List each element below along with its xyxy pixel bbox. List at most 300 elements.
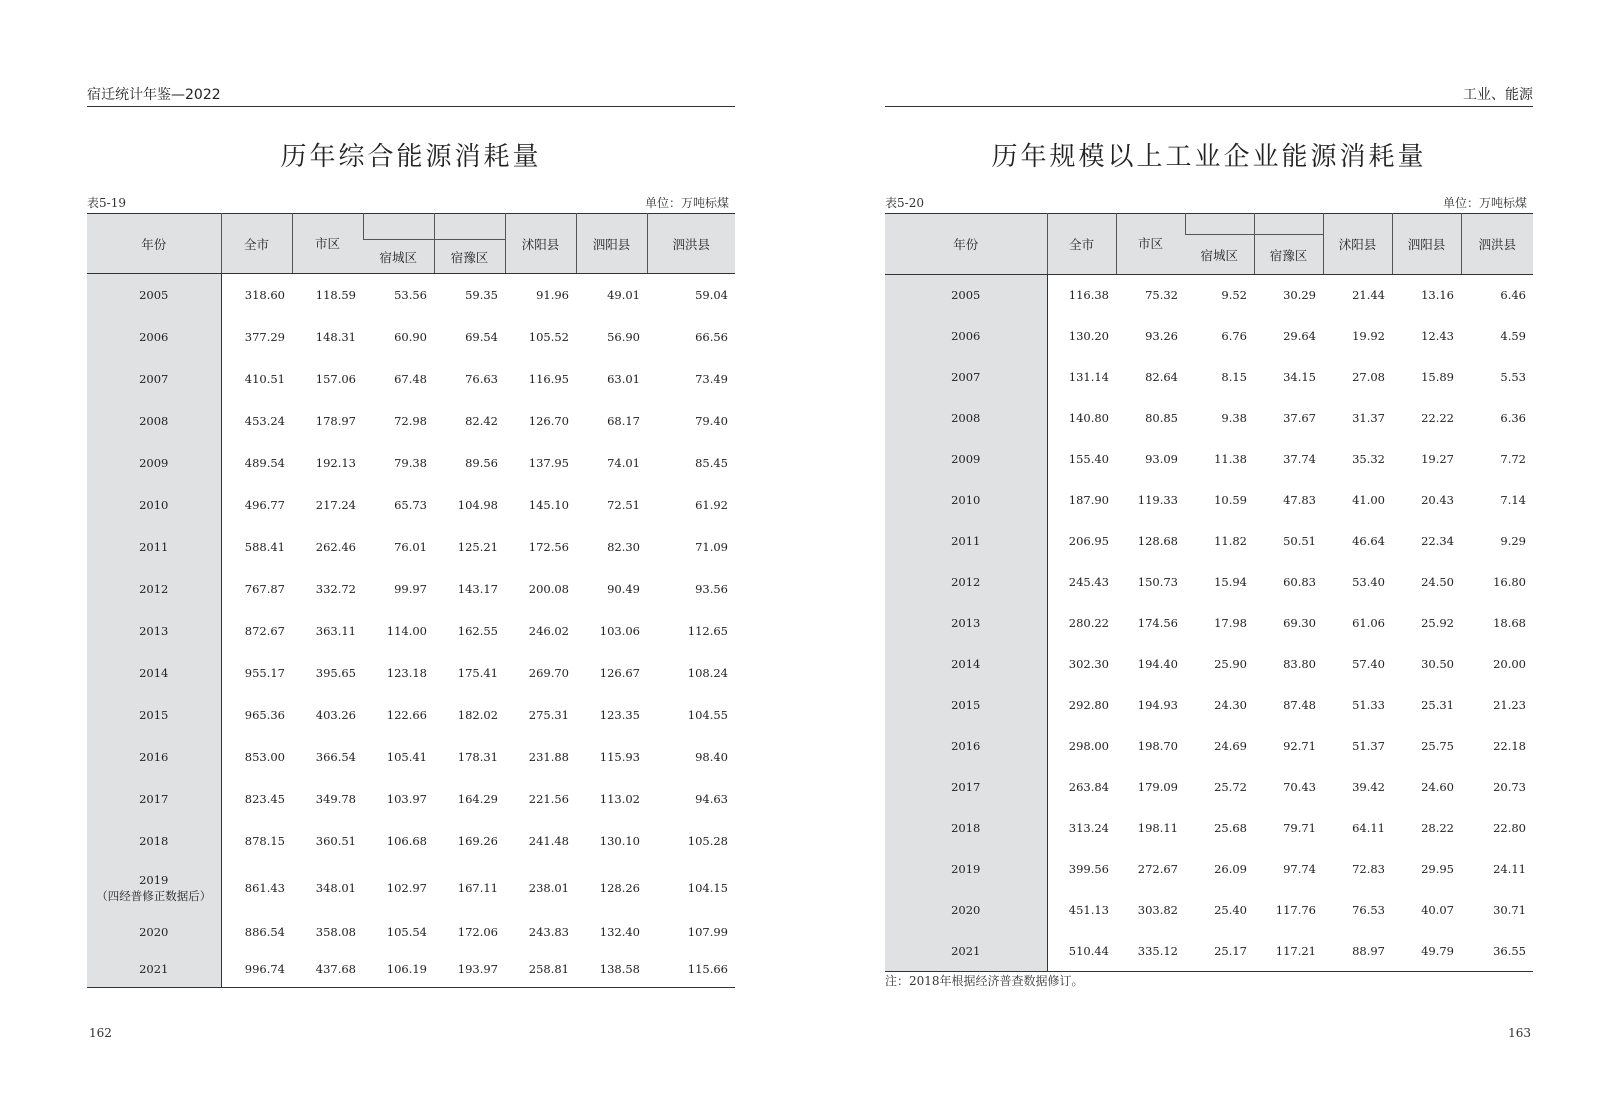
table-row (87, 442, 735, 484)
row-year (87, 694, 221, 736)
page-number-left: 162 (89, 1026, 112, 1040)
table-cell: 112.65 (687, 623, 728, 638)
row-year-label: 2013 (951, 616, 981, 630)
table-cell: 47.83 (1283, 493, 1316, 507)
table-cell: 437.68 (315, 961, 356, 976)
table-cell: 318.60 (244, 287, 285, 302)
table-cell: 496.77 (244, 497, 285, 512)
row-year-label: 2015 (139, 707, 169, 722)
table-cell: 106.68 (386, 833, 427, 848)
header-suyu: 宿豫区 (1254, 235, 1323, 275)
table-cell: 25.72 (1214, 780, 1247, 794)
table-cell: 30.71 (1493, 903, 1526, 917)
table-cell: 59.04 (695, 287, 728, 302)
table-row (87, 914, 735, 951)
table-cell: 6.76 (1221, 329, 1247, 343)
table-cell: 24.60 (1421, 780, 1454, 794)
row-year (87, 736, 221, 778)
table-cell: 37.67 (1283, 411, 1316, 425)
table-cell: 6.46 (1500, 288, 1526, 303)
table-cell: 178.31 (457, 749, 498, 764)
table-cell: 5.53 (1500, 370, 1526, 384)
table-cell: 90.49 (607, 581, 640, 596)
table-cell: 157.06 (315, 371, 356, 386)
table-cell: 36.55 (1493, 943, 1526, 958)
table-cell: 767.87 (244, 581, 285, 596)
table-row (87, 358, 735, 400)
row-year-label: 2007 (951, 370, 981, 384)
table-cell: 30.29 (1283, 288, 1316, 303)
table-row (885, 726, 1533, 767)
table-cell: 51.37 (1352, 739, 1385, 753)
table-cell: 335.12 (1137, 943, 1178, 958)
table-cell: 92.71 (1283, 739, 1316, 753)
table-cell: 132.40 (599, 925, 640, 939)
table-cell: 174.56 (1137, 616, 1178, 630)
table-cell: 861.43 (244, 880, 285, 895)
row-year-label: 2016 (139, 749, 169, 764)
table-cell: 83.80 (1283, 657, 1316, 671)
table-cell: 138.58 (599, 961, 640, 976)
table-cell: 20.73 (1493, 780, 1526, 794)
table-cell: 8.15 (1221, 370, 1247, 384)
table-cell: 16.80 (1493, 575, 1526, 589)
table-cell: 75.32 (1145, 288, 1178, 303)
row-year (87, 358, 221, 400)
table-cell: 126.70 (528, 413, 569, 428)
table-cell: 61.92 (695, 497, 728, 512)
table-cell: 105.41 (386, 749, 427, 764)
left-page (87, 0, 735, 1099)
right-page (885, 0, 1533, 1099)
table-cell: 108.24 (687, 665, 728, 680)
table-cell: 25.75 (1421, 739, 1454, 753)
header-blank (1254, 214, 1323, 235)
table-row (87, 316, 735, 358)
table-cell: 262.46 (315, 539, 356, 554)
table-cell: 39.42 (1352, 780, 1385, 794)
table-cell: 9.29 (1500, 534, 1526, 548)
table-cell: 7.72 (1500, 452, 1526, 466)
row-year-label: 2005 (139, 287, 169, 302)
table-cell: 79.38 (394, 455, 427, 470)
table-cell: 104.55 (687, 707, 728, 722)
table-cell: 22.34 (1421, 534, 1454, 548)
table-row (885, 480, 1533, 521)
table-cell: 10.59 (1214, 493, 1247, 507)
table-cell: 179.09 (1137, 780, 1178, 794)
table-cell: 26.09 (1214, 862, 1247, 876)
table-meta-right (885, 196, 1533, 212)
table-row (87, 694, 735, 736)
table-cell: 269.70 (528, 665, 569, 680)
table-cell: 24.69 (1214, 739, 1247, 753)
table-cell: 12.43 (1421, 329, 1454, 343)
table-cell: 29.95 (1421, 862, 1454, 876)
row-year (87, 484, 221, 526)
page-number-right: 163 (1508, 1026, 1531, 1040)
table-row (87, 820, 735, 862)
table-cell: 192.13 (315, 455, 356, 470)
table-cell: 11.38 (1214, 452, 1247, 466)
table-cell: 878.15 (244, 833, 285, 848)
table-cell: 403.26 (315, 707, 356, 722)
table-cell: 510.44 (1068, 943, 1109, 958)
row-year-label: 2012 (139, 581, 169, 596)
table-cell: 348.01 (315, 880, 356, 895)
table-cell: 22.22 (1421, 411, 1454, 425)
table-row (87, 274, 735, 316)
table-row (885, 439, 1533, 480)
table-cell: 303.82 (1137, 903, 1178, 917)
row-year-label: 2017 (951, 780, 981, 794)
table-cell: 49.01 (607, 287, 640, 302)
table-cell: 27.08 (1352, 370, 1385, 384)
table-cell: 7.14 (1500, 493, 1526, 507)
row-year-label: 2007 (139, 371, 169, 386)
table-cell: 25.40 (1214, 903, 1247, 917)
header-blank (363, 214, 434, 240)
table-cell: 140.80 (1068, 411, 1109, 425)
row-year-label: 2006 (139, 329, 169, 344)
row-year-note: （四经普修正数据后） (96, 888, 212, 903)
row-year-label: 2011 (951, 534, 981, 548)
table-cell: 35.32 (1352, 452, 1385, 466)
table-cell: 22.80 (1493, 821, 1526, 835)
table-cell: 162.55 (457, 623, 498, 638)
row-year-label: 2005 (951, 288, 981, 303)
table-cell: 167.11 (457, 880, 498, 895)
header-sucheng: 宿城区 (1185, 235, 1254, 275)
table-title-right: 历年规模以上工业企业能源消耗量 (991, 142, 1427, 172)
table-cell: 116.95 (528, 371, 569, 386)
table-row (885, 931, 1533, 972)
table-cell: 122.66 (386, 707, 427, 722)
running-head-right: 工业、能源 (885, 86, 1533, 107)
table-cell: 231.88 (528, 749, 569, 764)
table-row (885, 890, 1533, 931)
table-row (885, 767, 1533, 808)
table-cell: 131.14 (1068, 370, 1109, 384)
table-cell: 886.54 (244, 925, 285, 939)
row-year-label: 2014 (951, 657, 981, 671)
table-cell: 489.54 (244, 455, 285, 470)
table-cell: 70.43 (1283, 780, 1316, 794)
table-cell: 451.13 (1068, 903, 1109, 917)
energy-consumption-table (87, 213, 735, 988)
table-cell: 955.17 (244, 665, 285, 680)
table-cell: 123.18 (386, 665, 427, 680)
table-cell: 104.15 (687, 880, 728, 895)
row-year-label: 2019 (139, 872, 169, 887)
table-cell: 40.07 (1421, 903, 1454, 917)
table-cell: 221.56 (528, 791, 569, 806)
table-cell: 97.74 (1283, 862, 1316, 876)
table-cell: 193.97 (457, 961, 498, 976)
table-row (885, 685, 1533, 726)
table-row (87, 400, 735, 442)
table-cell: 182.02 (457, 707, 498, 722)
row-year-label: 2009 (139, 455, 169, 470)
table-cell: 68.17 (607, 413, 640, 428)
row-year (885, 808, 1047, 849)
table-cell: 93.56 (695, 581, 728, 596)
header-shuyang: 沭阳县 (1323, 214, 1392, 275)
table-cell: 6.36 (1500, 411, 1526, 425)
table-cell: 25.90 (1214, 657, 1247, 671)
table-cell: 76.63 (465, 371, 498, 386)
row-year-label: 2021 (951, 943, 981, 958)
table-cell: 150.73 (1137, 575, 1178, 589)
table-cell: 72.98 (394, 413, 427, 428)
table-cell: 358.08 (315, 925, 356, 939)
header-siyang: 泗阳县 (576, 214, 647, 274)
table-cell: 72.83 (1352, 862, 1385, 876)
table-row (87, 526, 735, 568)
table-cell: 46.64 (1352, 534, 1385, 548)
table-cell: 25.17 (1214, 943, 1247, 958)
header-city-total: 全市 (221, 214, 292, 274)
row-year (87, 778, 221, 820)
table-cell: 117.21 (1275, 943, 1316, 958)
row-year (885, 357, 1047, 398)
row-year (87, 400, 221, 442)
table-cell: 588.41 (244, 539, 285, 554)
table-cell: 115.66 (687, 961, 728, 976)
row-year (885, 931, 1047, 972)
table-cell: 148.31 (315, 329, 356, 344)
row-year (885, 316, 1047, 357)
table-cell: 263.84 (1068, 780, 1109, 794)
table-unit: 单位：万吨标煤 (644, 196, 729, 210)
table-cell: 395.65 (315, 665, 356, 680)
header-city-total: 全市 (1047, 214, 1116, 275)
table-cell: 115.93 (599, 749, 640, 764)
table-cell: 206.95 (1068, 534, 1109, 548)
table-unit: 单位：万吨标煤 (1442, 196, 1527, 210)
row-year (885, 562, 1047, 603)
table-cell: 66.56 (695, 329, 728, 344)
table-cell: 246.02 (528, 623, 569, 638)
table-row (87, 778, 735, 820)
table-cell: 56.90 (607, 329, 640, 344)
row-year-label: 2006 (951, 329, 981, 343)
row-year (87, 914, 221, 951)
row-year-label: 2013 (139, 623, 169, 638)
table-cell: 155.40 (1068, 452, 1109, 466)
table-cell: 275.31 (528, 707, 569, 722)
table-cell: 104.98 (457, 497, 498, 512)
table-cell: 89.56 (465, 455, 498, 470)
table-cell: 130.10 (599, 833, 640, 848)
table-cell: 105.54 (386, 925, 427, 939)
table-cell: 93.09 (1145, 452, 1178, 466)
table-cell: 116.38 (1068, 288, 1109, 303)
table-cell: 82.42 (465, 413, 498, 428)
header-year: 年份 (87, 214, 221, 274)
table-cell: 113.02 (599, 791, 640, 806)
table-cell: 145.10 (528, 497, 569, 512)
row-year-label: 2008 (951, 411, 981, 425)
header-sihong: 泗洪县 (647, 214, 735, 274)
table-meta-left (87, 196, 735, 212)
table-cell: 91.96 (536, 287, 569, 302)
row-year-label: 2020 (951, 903, 981, 917)
table-cell: 187.90 (1068, 493, 1109, 507)
header-urban: 市区 (1116, 214, 1185, 275)
table-cell: 332.72 (315, 581, 356, 596)
table-cell: 93.26 (1145, 329, 1178, 343)
table-cell: 80.85 (1145, 411, 1178, 425)
table-cell: 28.22 (1421, 821, 1454, 835)
table-cell: 243.83 (528, 925, 569, 939)
table-cell: 4.59 (1500, 329, 1526, 343)
table-cell: 88.97 (1352, 943, 1385, 958)
header-sucheng: 宿城区 (363, 240, 434, 274)
table-row (885, 521, 1533, 562)
table-cell: 53.40 (1352, 575, 1385, 589)
row-year-label: 2020 (139, 925, 169, 939)
table-cell: 366.54 (315, 749, 356, 764)
table-cell: 313.24 (1068, 821, 1109, 835)
header-blank (1185, 214, 1254, 235)
table-cell: 126.67 (599, 665, 640, 680)
table-cell: 872.67 (244, 623, 285, 638)
table-cell: 280.22 (1068, 616, 1109, 630)
table-cell: 61.06 (1352, 616, 1385, 630)
table-row (87, 484, 735, 526)
row-year-label: 2014 (139, 665, 169, 680)
row-year-label: 2008 (139, 413, 169, 428)
table-cell: 241.48 (528, 833, 569, 848)
table-row (885, 316, 1533, 357)
table-cell: 59.35 (465, 287, 498, 302)
table-cell: 103.06 (599, 623, 640, 638)
table-cell: 105.28 (687, 833, 728, 848)
table-cell: 98.40 (695, 749, 728, 764)
row-year (885, 849, 1047, 890)
table-cell: 453.24 (244, 413, 285, 428)
table-cell: 9.38 (1221, 411, 1247, 425)
table-cell: 823.45 (244, 791, 285, 806)
row-year-label: 2019 (951, 862, 981, 876)
table-cell: 19.92 (1352, 329, 1385, 343)
row-year-label: 2015 (951, 698, 981, 712)
table-cell: 172.56 (528, 539, 569, 554)
table-cell: 51.33 (1352, 698, 1385, 712)
table-cell: 123.35 (599, 707, 640, 722)
table-row (885, 398, 1533, 439)
table-cell: 71.09 (695, 539, 728, 554)
table-cell: 143.17 (457, 581, 498, 596)
table-cell: 69.54 (465, 329, 498, 344)
table-cell: 363.11 (315, 623, 356, 638)
table-cell: 172.06 (457, 925, 498, 939)
table-cell: 49.79 (1421, 943, 1454, 958)
row-year (87, 951, 221, 988)
header-suyu: 宿豫区 (434, 240, 505, 274)
header-urban: 市区 (292, 214, 363, 274)
table-cell: 399.56 (1068, 862, 1109, 876)
row-year (87, 274, 221, 316)
table-number: 表5-20 (885, 196, 924, 210)
row-year (87, 568, 221, 610)
table-row (885, 644, 1533, 685)
table-cell: 63.01 (607, 371, 640, 386)
row-year (885, 275, 1047, 316)
running-head-left: 宿迁统计年鉴—2022 (87, 86, 735, 107)
table-cell: 377.29 (244, 329, 285, 344)
table-cell: 94.63 (695, 791, 728, 806)
table-cell: 102.97 (386, 880, 427, 895)
table-cell: 74.01 (607, 455, 640, 470)
table-row (87, 862, 735, 914)
table-cell: 21.44 (1352, 288, 1385, 303)
table-cell: 128.26 (599, 880, 640, 895)
table-cell: 114.00 (386, 623, 427, 638)
row-year (885, 521, 1047, 562)
table-cell: 292.80 (1068, 698, 1109, 712)
table-cell: 30.50 (1421, 657, 1454, 671)
table-cell: 175.41 (457, 665, 498, 680)
table-cell: 73.49 (695, 371, 728, 386)
industrial-energy-consumption-table (885, 213, 1533, 972)
table-cell: 298.00 (1068, 739, 1109, 753)
table-row (885, 603, 1533, 644)
table-cell: 76.53 (1352, 903, 1385, 917)
table-row (885, 808, 1533, 849)
row-year-label: 2018 (139, 833, 169, 848)
table-cell: 18.68 (1493, 616, 1526, 630)
table-cell: 198.11 (1137, 821, 1178, 835)
table-cell: 87.48 (1283, 698, 1316, 712)
table-cell: 24.11 (1493, 862, 1526, 876)
table-cell: 194.93 (1137, 698, 1178, 712)
row-year-label: 2010 (139, 497, 169, 512)
table-cell: 105.52 (528, 329, 569, 344)
table-cell: 22.18 (1493, 739, 1526, 753)
table-cell: 67.48 (394, 371, 427, 386)
table-cell: 25.68 (1214, 821, 1247, 835)
table-row (87, 951, 735, 988)
table-row (885, 562, 1533, 603)
row-year (885, 890, 1047, 931)
table-cell: 13.16 (1421, 288, 1454, 303)
table-cell: 24.50 (1421, 575, 1454, 589)
table-cell: 64.11 (1352, 821, 1385, 835)
row-year-label: 2011 (139, 539, 169, 554)
row-year (87, 820, 221, 862)
table-cell: 76.01 (394, 539, 427, 554)
table-cell: 20.43 (1421, 493, 1454, 507)
table-cell: 25.31 (1421, 698, 1454, 712)
header-sihong: 泗洪县 (1461, 214, 1533, 275)
table-cell: 245.43 (1068, 575, 1109, 589)
table-cell: 164.29 (457, 791, 498, 806)
table-cell: 82.30 (607, 539, 640, 554)
table-cell: 258.81 (528, 961, 569, 976)
table-cell: 57.40 (1352, 657, 1385, 671)
table-cell: 17.98 (1214, 616, 1247, 630)
table-cell: 106.19 (386, 961, 427, 976)
table-cell: 130.20 (1068, 329, 1109, 343)
table-cell: 169.26 (457, 833, 498, 848)
header-shuyang: 沭阳县 (505, 214, 576, 274)
table-cell: 128.68 (1137, 534, 1178, 548)
header-siyang: 泗阳县 (1392, 214, 1461, 275)
table-cell: 60.83 (1283, 575, 1316, 589)
table-cell: 272.67 (1137, 862, 1178, 876)
